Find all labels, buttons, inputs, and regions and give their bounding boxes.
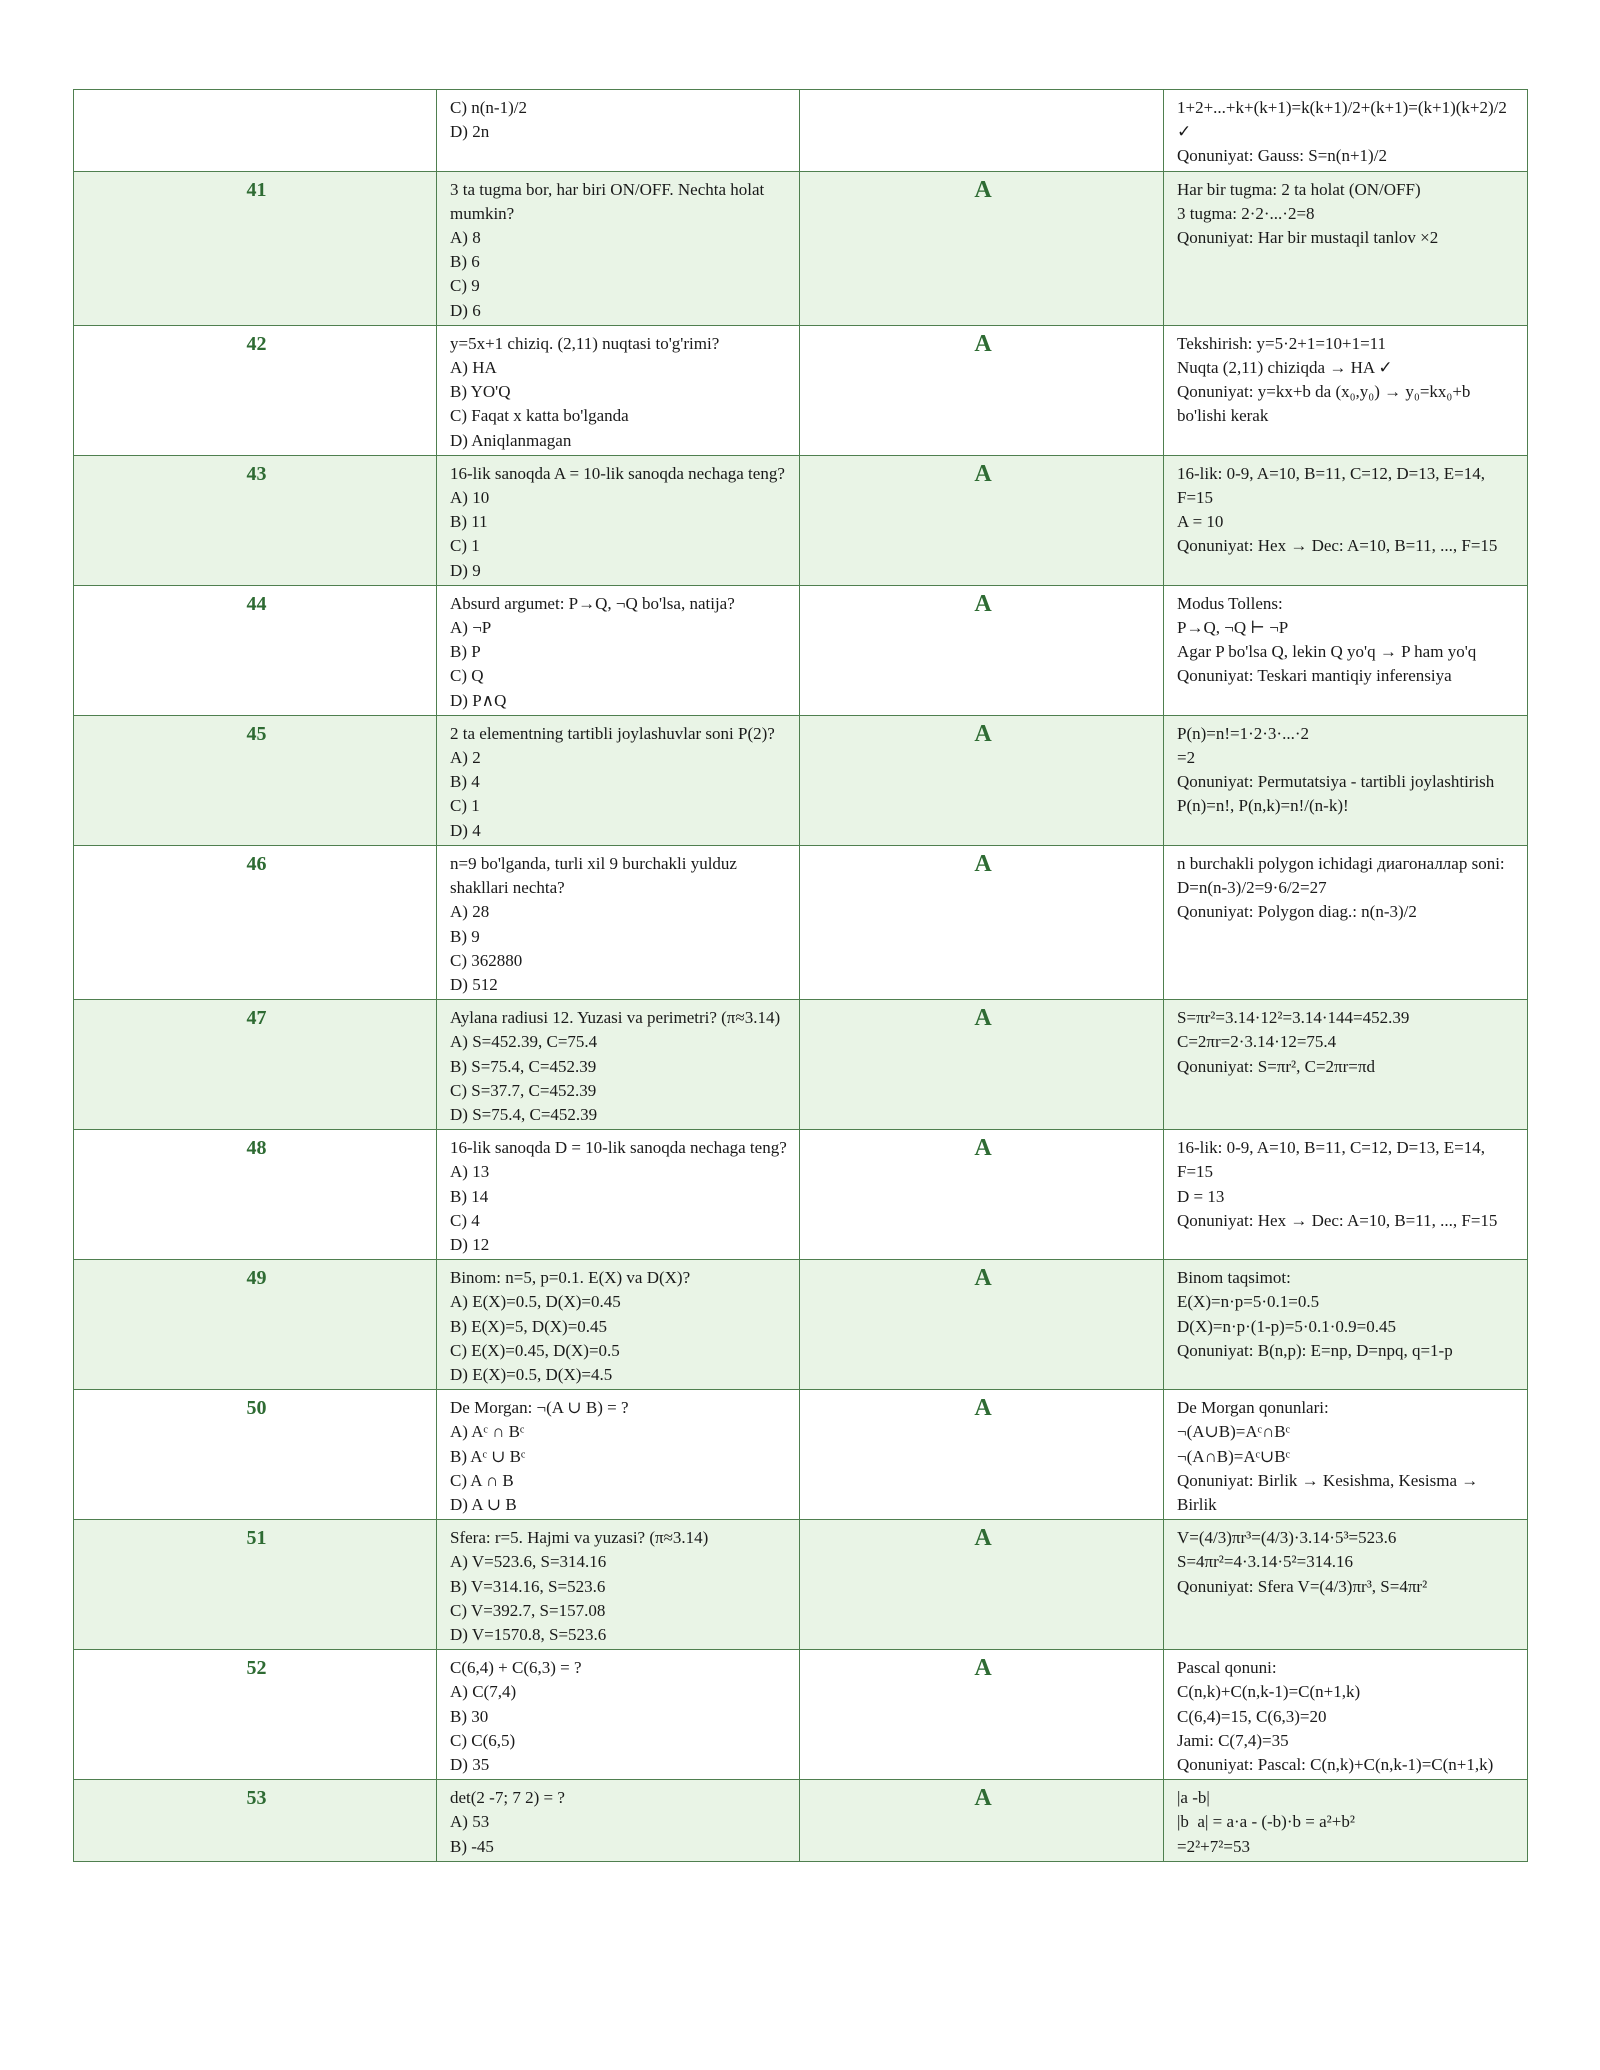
quiz-answer-table: [73, 89, 1528, 1862]
explanation-line: C=2πr=2·3.14·12=75.4: [1177, 1032, 1337, 1052]
correct-answer: A: [800, 1260, 1164, 1390]
table-row: [74, 1260, 1528, 1390]
question-cell: [437, 1390, 800, 1520]
explanation-line: Agar P bo'lsa Q, lekin Q yo'q → P ham yo'q: [1177, 642, 1477, 662]
question-number: 41: [74, 171, 437, 325]
answer-option: D) S=75.4, C=452.39: [450, 1104, 598, 1124]
answer-option: B) E(X)=5, D(X)=0.45: [450, 1316, 608, 1336]
question-text: Sfera: r=5. Hajmi va yuzasi? (π≈3.14): [450, 1528, 709, 1548]
question-cell: [437, 1520, 800, 1650]
answer-option: C) 9: [450, 276, 480, 296]
explanation-line: Qonuniyat: Birlik → Kesishma, Kesisma → Birlik: [1177, 1470, 1483, 1514]
question-text: y=5x+1 chiziq. (2,11) nuqtasi to'g'rimi?: [450, 333, 720, 353]
question-cell: [437, 1130, 800, 1260]
question-cell: [437, 845, 800, 999]
table-row: [74, 325, 1528, 455]
question-number: 43: [74, 455, 437, 585]
question-cell: [437, 325, 800, 455]
answer-option: D) 2n: [450, 122, 490, 142]
question-text: 16-lik sanoqda A = 10-lik sanoqda nechaga teng?: [450, 463, 785, 483]
answer-option: B) 4: [450, 772, 480, 792]
explanation-cell: [1164, 1780, 1528, 1862]
answer-option: B) 30: [450, 1706, 489, 1726]
table-row: [74, 1650, 1528, 1780]
explanation-line: =2: [1177, 748, 1196, 768]
question-number: 48: [74, 1130, 437, 1260]
answer-option: A) Aᶜ ∩ Bᶜ: [450, 1422, 525, 1442]
table-row: [74, 1780, 1528, 1862]
question-cell: [437, 90, 800, 172]
answer-option: C) 4: [450, 1210, 480, 1230]
question-number: [74, 90, 437, 172]
explanation-cell: [1164, 171, 1528, 325]
question-number: 51: [74, 1520, 437, 1650]
question-number: 47: [74, 1000, 437, 1130]
explanation-line: Qonuniyat: Pascal: C(n,k)+C(n,k-1)=C(n+1,k): [1177, 1755, 1494, 1774]
correct-answer: A: [800, 1780, 1164, 1862]
explanation-line: Binom taqsimot:: [1177, 1268, 1291, 1288]
explanation-line: P→Q, ¬Q ⊢ ¬P: [1177, 618, 1289, 638]
answer-option: C) E(X)=0.45, D(X)=0.5: [450, 1340, 620, 1360]
table-row: [74, 90, 1528, 172]
correct-answer: A: [800, 1130, 1164, 1260]
question-cell: [437, 715, 800, 845]
answer-option: D) 6: [450, 300, 481, 320]
correct-answer: A: [800, 1650, 1164, 1780]
answer-option: C) Faqat x katta bo'lganda: [450, 406, 629, 426]
question-text: Absurd argumet: P→Q, ¬Q bo'lsa, natija?: [450, 593, 735, 613]
answer-option: D) A ∪ B: [450, 1494, 517, 1514]
answer-option: A) E(X)=0.5, D(X)=0.45: [450, 1292, 621, 1312]
explanation-cell: [1164, 1390, 1528, 1520]
answer-option: A) C(7,4): [450, 1682, 517, 1702]
answer-option: B) P: [450, 642, 481, 662]
answer-option: A) S=452.39, C=75.4: [450, 1032, 598, 1052]
answer-option: C) 1: [450, 796, 480, 816]
table-row: [74, 1390, 1528, 1520]
explanation-cell: [1164, 1000, 1528, 1130]
explanation-line: V=(4/3)πr³=(4/3)·3.14·5³=523.6: [1177, 1528, 1397, 1548]
explanation-line: D(X)=n·p·(1-p)=5·0.1·0.9=0.45: [1177, 1316, 1397, 1336]
answer-option: B) 14: [450, 1186, 489, 1206]
table-row: [74, 715, 1528, 845]
explanation-line: Qonuniyat: Sfera V=(4/3)πr³, S=4πr²: [1177, 1576, 1428, 1596]
question-text: 16-lik sanoqda D = 10-lik sanoqda nechaga teng?: [450, 1138, 787, 1158]
quiz-table-body: [74, 90, 1528, 1862]
question-number: 44: [74, 585, 437, 715]
answer-option: A) 28: [450, 902, 490, 922]
question-text: Aylana radiusi 12. Yuzasi va perimetri? (π≈3.14): [450, 1008, 781, 1028]
explanation-line: n burchakli polygon ichidagi диагоналлар soni:: [1177, 853, 1505, 873]
question-number: 52: [74, 1650, 437, 1780]
explanation-line: Nuqta (2,11) chiziqda → HA ✓: [1177, 358, 1393, 378]
question-text: C) n(n-1)/2: [450, 98, 527, 117]
table-row: [74, 1520, 1528, 1650]
answer-option: B) 11: [450, 512, 488, 532]
table-row: [74, 171, 1528, 325]
question-cell: [437, 1000, 800, 1130]
table-row: [74, 845, 1528, 999]
correct-answer: A: [800, 455, 1164, 585]
explanation-cell: [1164, 1260, 1528, 1390]
correct-answer: A: [800, 1000, 1164, 1130]
question-text: 2 ta elementning tartibli joylashuvlar soni P(2)?: [450, 723, 775, 743]
answer-option: B) 6: [450, 252, 480, 272]
correct-answer: A: [800, 715, 1164, 845]
explanation-line: Qonuniyat: Teskari mantiqiy inferensiya: [1177, 666, 1452, 686]
question-text: De Morgan: ¬(A ∪ B) = ?: [450, 1398, 629, 1418]
question-cell: [437, 1260, 800, 1390]
table-row: [74, 1000, 1528, 1130]
explanation-line: D = 13: [1177, 1186, 1225, 1206]
answer-option: B) Aᶜ ∪ Bᶜ: [450, 1446, 526, 1466]
explanation-line: Har bir tugma: 2 ta holat (ON/OFF): [1177, 179, 1421, 199]
answer-option: A) V=523.6, S=314.16: [450, 1552, 607, 1572]
explanation-line: Qonuniyat: Hex → Dec: A=10, B=11, ..., F=15: [1177, 536, 1498, 556]
explanation-line: 3 tugma: 2·2·...·2=8: [1177, 203, 1315, 223]
explanation-line: Tekshirish: y=5·2+1=10+1=11: [1177, 333, 1387, 353]
explanation-line: A = 10: [1177, 512, 1224, 532]
explanation-line: Modus Tollens:: [1177, 593, 1283, 613]
explanation-line: P(n)=n!, P(n,k)=n!/(n-k)!: [1177, 796, 1349, 816]
answer-option: A) 2: [450, 748, 481, 768]
explanation-line: Qonuniyat: Gauss: S=n(n+1)/2: [1177, 146, 1387, 166]
correct-answer: A: [800, 1520, 1164, 1650]
question-number: 49: [74, 1260, 437, 1390]
answer-option: A) 13: [450, 1162, 490, 1182]
question-number: 42: [74, 325, 437, 455]
explanation-line: P(n)=n!=1·2·3·...·2: [1177, 723, 1310, 743]
question-text: 3 ta tugma bor, har biri ON/OFF. Nechta holat mumkin?: [450, 179, 769, 223]
explanation-line: C(6,4)=15, C(6,3)=20: [1177, 1706, 1327, 1726]
question-text: Binom: n=5, p=0.1. E(X) va D(X)?: [450, 1268, 691, 1288]
explanation-line: ¬(A∪B)=Aᶜ∩Bᶜ: [1177, 1422, 1290, 1442]
explanation-line: Qonuniyat: S=πr², C=2πr=πd: [1177, 1056, 1375, 1076]
question-number: 50: [74, 1390, 437, 1520]
answer-option: D) 9: [450, 560, 481, 580]
question-text: det(2 -7; 7 2) = ?: [450, 1788, 565, 1808]
question-text: C(6,4) + C(6,3) = ?: [450, 1658, 582, 1678]
explanation-line: E(X)=n·p=5·0.1=0.5: [1177, 1292, 1320, 1312]
answer-option: A) 10: [450, 488, 490, 508]
explanation-line: 16-lik: 0-9, A=10, B=11, C=12, D=13, E=14, F=15: [1177, 1138, 1490, 1182]
answer-option: C) V=392.7, S=157.08: [450, 1600, 606, 1620]
answer-option: D) 35: [450, 1755, 490, 1774]
answer-option: C) C(6,5): [450, 1730, 516, 1750]
explanation-line: Jami: C(7,4)=35: [1177, 1730, 1289, 1750]
answer-option: A) 8: [450, 228, 481, 248]
explanation-cell: [1164, 90, 1528, 172]
explanation-line: Qonuniyat: Polygon diag.: n(n-3)/2: [1177, 902, 1417, 922]
correct-answer: A: [800, 845, 1164, 999]
question-cell: [437, 585, 800, 715]
answer-option: D) 12: [450, 1234, 490, 1254]
question-cell: [437, 455, 800, 585]
answer-option: A) ¬P: [450, 618, 492, 638]
explanation-cell: [1164, 585, 1528, 715]
explanation-line: Qonuniyat: Permutatsiya - tartibli joylashtirish: [1177, 772, 1495, 792]
answer-option: D) 512: [450, 974, 498, 994]
question-number: 45: [74, 715, 437, 845]
explanation-line: Qonuniyat: Har bir mustaqil tanlov ×2: [1177, 228, 1439, 248]
table-row: [74, 1130, 1528, 1260]
correct-answer: A: [800, 1390, 1164, 1520]
explanation-line: S=πr²=3.14·12²=3.14·144=452.39: [1177, 1008, 1410, 1028]
explanation-cell: [1164, 325, 1528, 455]
answer-option: B) 9: [450, 926, 480, 946]
correct-answer: [800, 90, 1164, 172]
explanation-line: |a -b|: [1177, 1788, 1210, 1808]
question-cell: [437, 1780, 800, 1862]
answer-option: D) P∧Q: [450, 690, 507, 710]
answer-option: C) 362880: [450, 950, 523, 970]
explanation-line: Qonuniyat: y=kx+b da (x₀,y₀) → y₀=kx₀+b bo'lishi kerak: [1177, 382, 1475, 426]
correct-answer: A: [800, 585, 1164, 715]
explanation-line: 16-lik: 0-9, A=10, B=11, C=12, D=13, E=14, F=15: [1177, 463, 1490, 508]
explanation-cell: [1164, 715, 1528, 845]
question-cell: [437, 1650, 800, 1780]
answer-option: D) 4: [450, 820, 481, 840]
explanation-line: |b a| = a·a - (-b)·b = a²+b²: [1177, 1812, 1355, 1832]
answer-option: D) E(X)=0.5, D(X)=4.5: [450, 1364, 613, 1384]
answer-option: C) A ∩ B: [450, 1470, 514, 1490]
answer-option: B) -45: [450, 1836, 494, 1856]
explanation-cell: [1164, 1520, 1528, 1650]
question-cell: [437, 171, 800, 325]
explanation-line: =2²+7²=53: [1177, 1836, 1250, 1856]
explanation-cell: [1164, 1130, 1528, 1260]
table-row: [74, 455, 1528, 585]
question-text: n=9 bo'lganda, turli xil 9 burchakli yulduz shakllari nechta?: [450, 853, 742, 898]
answer-option: A) 53: [450, 1812, 490, 1832]
explanation-line: 1+2+...+k+(k+1)=k(k+1)/2+(k+1)=(k+1)(k+2)/2 ✓: [1177, 98, 1512, 142]
explanation-line: S=4πr²=4·3.14·5²=314.16: [1177, 1552, 1353, 1572]
answer-option: C) S=37.7, C=452.39: [450, 1080, 597, 1100]
answer-option: B) YO'Q: [450, 382, 511, 402]
answer-option: B) V=314.16, S=523.6: [450, 1576, 606, 1596]
answer-option: C) Q: [450, 666, 484, 686]
explanation-cell: [1164, 845, 1528, 999]
correct-answer: A: [800, 171, 1164, 325]
question-number: 53: [74, 1780, 437, 1862]
answer-option: D) V=1570.8, S=523.6: [450, 1624, 607, 1644]
explanation-line: De Morgan qonunlari:: [1177, 1398, 1329, 1418]
explanation-line: Qonuniyat: B(n,p): E=np, D=npq, q=1-p: [1177, 1340, 1453, 1360]
explanation-line: ¬(A∩B)=Aᶜ∪Bᶜ: [1177, 1446, 1290, 1466]
explanation-line: C(n,k)+C(n,k-1)=C(n+1,k): [1177, 1682, 1361, 1702]
answer-option: C) 1: [450, 536, 480, 556]
explanation-cell: [1164, 1650, 1528, 1780]
answer-option: A) HA: [450, 358, 497, 378]
answer-option: B) S=75.4, C=452.39: [450, 1056, 597, 1076]
answer-option: D) Aniqlanmagan: [450, 430, 572, 450]
explanation-line: Qonuniyat: Hex → Dec: A=10, B=11, ..., F=15: [1177, 1210, 1498, 1230]
question-number: 46: [74, 845, 437, 999]
explanation-line: D=n(n-3)/2=9·6/2=27: [1177, 878, 1327, 898]
explanation-line: Pascal qonuni:: [1177, 1658, 1277, 1678]
table-row: [74, 585, 1528, 715]
correct-answer: A: [800, 325, 1164, 455]
explanation-cell: [1164, 455, 1528, 585]
